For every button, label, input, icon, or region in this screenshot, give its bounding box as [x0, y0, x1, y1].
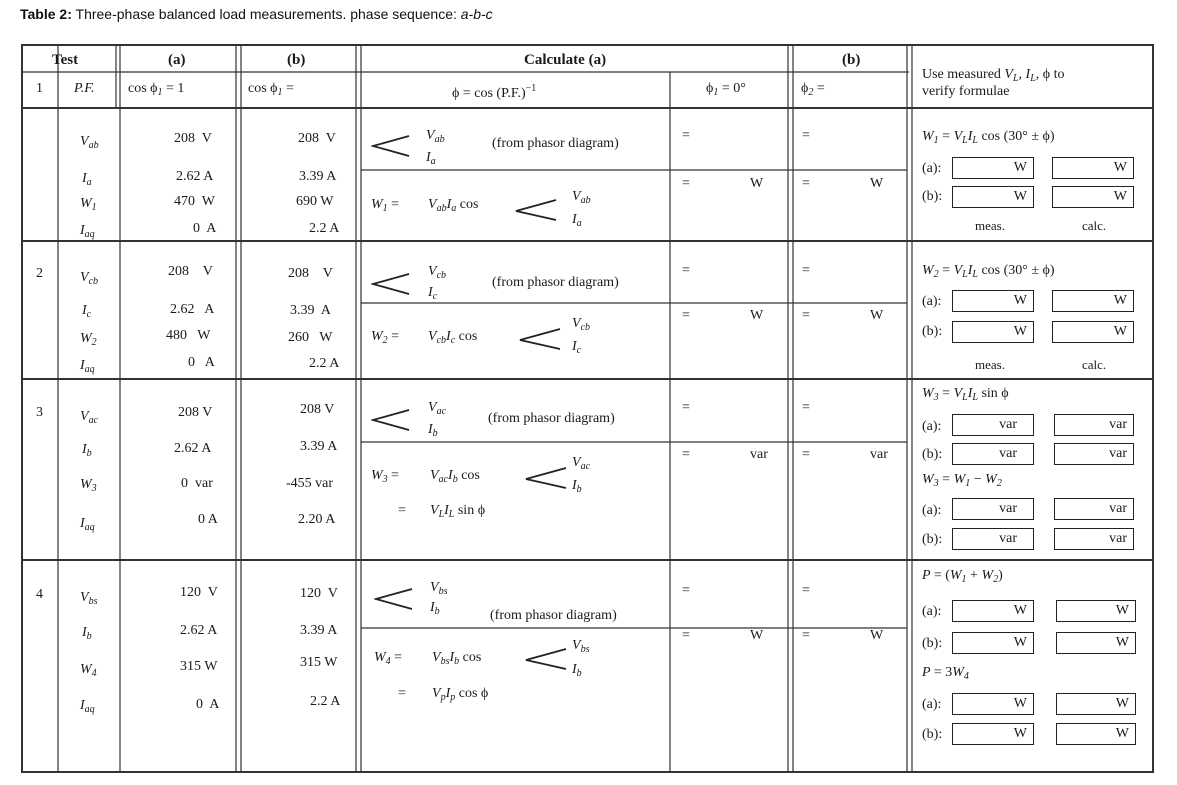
row1-label-iaq: $I_{aq}$ — [80, 223, 95, 240]
verify3-b-label: (b): — [922, 447, 943, 462]
header-phi2: $\phi_2$ = — [801, 81, 825, 98]
verify3c-a-meas[interactable]: var — [952, 498, 1034, 520]
row1-b-w: 690 W — [296, 194, 334, 209]
row1-b-v: 208 V — [298, 131, 336, 146]
row4-a-i: 2.62 A — [180, 623, 218, 638]
caption-text: Three-phase balanced load measurements. phase sequence: — [75, 6, 457, 22]
row1-eq-phi2: = — [802, 128, 810, 143]
row1-w-angle-v: $V_{ab}$ — [572, 189, 591, 206]
cos2-text: cos ϕ — [248, 81, 278, 96]
header-col-b: (b) — [287, 52, 306, 68]
row4-b-w: 315 W — [300, 655, 338, 670]
row3-w-label: $W_3$ = — [371, 468, 400, 485]
row2-b-w: 260 W — [288, 330, 333, 345]
row4-w-cos: $V_pI_p$ cos ϕ — [432, 686, 489, 703]
row1-phasor-i: $I_a$ — [426, 150, 436, 167]
row3-phasor-i: $I_b$ — [428, 422, 438, 439]
row1-a-i: 2.62 A — [176, 169, 214, 184]
header-calc-b: (b) — [842, 52, 861, 68]
row4-w-expr: $V_{bs}I_b$ cos — [432, 650, 482, 667]
row4-a-v: 120 V — [180, 585, 218, 600]
row4-eq-phi1: = — [682, 583, 690, 598]
row4-b-v: 120 V — [300, 586, 338, 601]
verify3-a-label: (a): — [922, 419, 942, 434]
phi2-eq: = — [816, 81, 825, 96]
row4-phasor-v: $V_{bs}$ — [430, 580, 448, 597]
row3-w-angle-v: $V_{ac}$ — [572, 455, 591, 472]
row3-eq-phi1: = — [682, 400, 690, 415]
row1-eq-phi1: = — [682, 128, 690, 143]
row2-eq-phi1: = — [682, 263, 690, 278]
row2-eq-phi2: = — [802, 263, 810, 278]
angle-icon — [518, 327, 562, 351]
row1-b-i: 3.39 A — [299, 169, 337, 184]
verify4c-a-calc[interactable]: W — [1056, 693, 1136, 715]
verify1-a-calc[interactable]: W — [1052, 157, 1134, 179]
row1-eq-w1: = — [682, 176, 690, 191]
verify1-b-calc[interactable]: W — [1052, 186, 1134, 208]
row1-from-phasor: (from phasor diagram) — [492, 136, 619, 151]
row3-phasor-v: $V_{ac}$ — [428, 400, 447, 417]
row3-b-w: -455 var — [286, 476, 334, 491]
row4-b-i: 3.39 A — [300, 623, 338, 638]
row2-a-v: 208 V — [168, 264, 213, 279]
angle-icon — [524, 647, 568, 671]
row2-a-i: 2.62 A — [170, 302, 215, 317]
row2-w-label: $W_2$ = — [371, 329, 400, 346]
row4-phasor-i: $I_b$ — [430, 600, 440, 617]
row3-label-iaq: $I_{aq}$ — [80, 516, 95, 533]
header-verify-1: Use measured $V_L$, $I_L$, ϕ to — [922, 67, 1065, 84]
header-verify-2: verify formulae — [922, 84, 1010, 99]
verify1-a-meas[interactable]: W — [952, 157, 1034, 179]
header-cos1: $\cos \phi_1 = 1$ — [128, 81, 185, 98]
row2-a-iaq: 0 A — [188, 355, 215, 370]
verify3-a-meas[interactable]: var — [952, 414, 1034, 436]
row1-a-iaq: 0 A — [193, 221, 217, 236]
angle-icon — [371, 408, 411, 432]
row2-eq-w2: = — [802, 308, 810, 323]
verify3c-b-meas[interactable]: var — [952, 528, 1034, 550]
row4-unit-w1: W — [750, 628, 764, 643]
verify4-a-label: (a): — [922, 604, 942, 619]
row2-w-expr: $V_{cb}I_c$ cos — [428, 329, 478, 346]
row4-eq-phi2: = — [802, 583, 810, 598]
header-pf: P.F. — [74, 81, 95, 96]
row4-a-w: 315 W — [180, 659, 218, 674]
row2-label-iaq: $I_{aq}$ — [80, 358, 95, 375]
row1-label-w: $W_1$ — [80, 196, 97, 213]
row2-from-phasor: (from phasor diagram) — [492, 275, 619, 290]
row2-label-w: $W_2$ — [80, 331, 97, 348]
row3-b-v: 208 V — [300, 402, 335, 417]
row3-w-expr: $V_{ac}I_b$ cos — [430, 468, 480, 485]
angle-icon — [524, 466, 568, 490]
header-cos2: $\cos \phi_1$ = — [248, 81, 294, 98]
row3-w-eq: = — [398, 503, 406, 518]
row1-unit-w1: W — [750, 176, 764, 191]
row4-w-label: $W_4$ = — [374, 650, 403, 667]
verify4-b-calc[interactable]: W — [1056, 632, 1136, 654]
row3-unit-w2: var — [870, 447, 888, 462]
row4-w-angle-i: $I_b$ — [572, 662, 582, 679]
row4-eq-w1: = — [682, 628, 690, 643]
row4-b-iaq: 2.2 A — [310, 694, 341, 709]
row-4-num: 4 — [36, 587, 43, 602]
header-phi1: $\phi_1 = 0^\circ$ — [706, 81, 746, 98]
row2-a-w: 480 W — [166, 328, 211, 343]
angle-icon — [514, 198, 558, 222]
row3-w-angle-i: $I_b$ — [572, 478, 582, 495]
row2-phasor-v: $V_{cb}$ — [428, 264, 447, 281]
verify3-b-meas[interactable]: var — [952, 443, 1034, 465]
row1-w-angle-i: $I_a$ — [572, 212, 582, 229]
verify4-a-meas[interactable]: W — [952, 600, 1034, 622]
row1-eq-w2: = — [802, 176, 810, 191]
row3-b-i: 3.39 A — [300, 439, 338, 454]
verify4-a-calc[interactable]: W — [1056, 600, 1136, 622]
row1-unit-w2: W — [870, 176, 884, 191]
verify3-a-calc[interactable]: var — [1054, 414, 1134, 436]
phi1-eq: = 0° — [721, 81, 746, 96]
row3-a-v: 208 V — [178, 405, 213, 420]
verify1-b-label: (b): — [922, 189, 943, 204]
verify3-b-calc[interactable]: var — [1054, 443, 1134, 465]
row2-label-i: $I_c$ — [82, 303, 92, 320]
verify2-calc-label: calc. — [1082, 357, 1107, 372]
verify1-meas-label: meas. — [975, 218, 1005, 233]
row2-w-angle-v: $V_{cb}$ — [572, 316, 591, 333]
verify3c-a-label: (a): — [922, 503, 942, 518]
row4-label-i: $I_b$ — [82, 625, 92, 642]
row1-w-expr: $V_{ab}I_a$ cos — [428, 197, 479, 214]
verify2-b-calc[interactable]: W — [1052, 321, 1134, 343]
row1-label-v: $V_{ab}$ — [80, 134, 99, 151]
row3-label-w: $W_3$ — [80, 477, 97, 494]
row3-eq-w2: = — [802, 447, 810, 462]
row4-unit-w2: W — [870, 628, 884, 643]
verify3-formula: $W_3 = V_LI_L$ sin ϕ — [922, 386, 1009, 403]
row2-phasor-i: $I_c$ — [428, 285, 438, 302]
verify4c-b-meas[interactable]: W — [952, 723, 1034, 745]
row4-label-v: $V_{bs}$ — [80, 590, 98, 607]
verify3c-b-label: (b): — [922, 532, 943, 547]
row1-w-label: $W_1$ = — [371, 197, 400, 214]
row4-a-iaq: 0 A — [196, 697, 220, 712]
row4-from-phasor: (from phasor diagram) — [490, 608, 617, 623]
verify4-formula: $P = (W_1 + W_2)$ — [922, 568, 1003, 585]
verify4c-a-meas[interactable]: W — [952, 693, 1034, 715]
header-calc-a: Calculate (a) — [524, 52, 607, 68]
row3-unit-w1: var — [750, 447, 768, 462]
caption-label: Table 2: — [20, 6, 72, 22]
header-row-num: 1 — [36, 81, 43, 96]
row3-label-v: $V_{ac}$ — [80, 409, 99, 426]
cos1-text: cos ϕ — [128, 81, 158, 96]
row1-a-w: 470 W — [174, 194, 215, 209]
phi1-sym: ϕ — [706, 81, 714, 96]
verify1-b-meas[interactable]: W — [952, 186, 1034, 208]
row2-unit-w1: W — [750, 308, 764, 323]
row4-label-w: $W_4$ — [80, 662, 97, 679]
row3-a-w: 0 var — [181, 476, 213, 491]
verify4c-a-label: (a): — [922, 697, 942, 712]
row4-eq-w2: = — [802, 628, 810, 643]
angle-icon — [371, 272, 411, 296]
verify1-a-label: (a): — [922, 161, 942, 176]
verify1-text: Use measured — [922, 67, 1001, 82]
row1-b-iaq: 2.2 A — [309, 221, 340, 236]
row2-label-v: $V_{cb}$ — [80, 270, 99, 287]
verify2-b-meas[interactable]: W — [952, 321, 1034, 343]
phi2-sym: ϕ — [801, 81, 809, 96]
row3-from-phasor: (from phasor diagram) — [488, 411, 615, 426]
header-phi-formula — [452, 81, 536, 102]
row-3-num: 3 — [36, 405, 43, 420]
verify3-formula-b: $W_3 = W_1 - W_2$ — [922, 472, 1002, 489]
row3-w-sin: $V_LI_L$ sin ϕ — [430, 503, 486, 520]
caption-sequence: a-b-c — [460, 6, 493, 22]
verify2-a-label: (a): — [922, 294, 942, 309]
verify1-formula: $W_1 = V_LI_L$ cos (30° ± ϕ) — [922, 129, 1055, 146]
phi-formula-text: ϕ = cos (P.F.) — [452, 86, 526, 101]
verify2-a-meas[interactable]: W — [952, 290, 1034, 312]
verify4-formula-b: $P = 3W_4$ — [922, 665, 969, 682]
verify4c-b-label: (b): — [922, 727, 943, 742]
cos1-eq: = 1 — [166, 81, 185, 96]
row3-eq-w1: = — [682, 447, 690, 462]
row3-a-i: 2.62 A — [174, 441, 212, 456]
row2-unit-w2: W — [870, 308, 884, 323]
verify3c-b-calc[interactable]: var — [1054, 528, 1134, 550]
row3-a-iaq: 0 A — [198, 512, 218, 527]
verify3c-a-calc[interactable]: var — [1054, 498, 1134, 520]
row2-eq-w1: = — [682, 308, 690, 323]
row2-w-angle-i: $I_c$ — [572, 339, 582, 356]
phi-formula-exp: −1 — [525, 83, 537, 94]
row4-w-eq: = — [398, 686, 406, 701]
row1-a-v: 208 V — [174, 131, 212, 146]
verify2-a-calc[interactable]: W — [1052, 290, 1134, 312]
row4-label-iaq: $I_{aq}$ — [80, 698, 95, 715]
row2-b-v: 208 V — [288, 266, 333, 281]
verify2-meas-label: meas. — [975, 357, 1005, 372]
verify4-b-label: (b): — [922, 636, 943, 651]
verify1-calc-label: calc. — [1082, 218, 1107, 233]
header-col-a: (a) — [168, 52, 186, 68]
verify2-b-label: (b): — [922, 324, 943, 339]
angle-icon — [371, 134, 411, 158]
verify2-formula: $W_2 = V_LI_L$ cos (30° ± ϕ) — [922, 263, 1055, 280]
verify-tail: to — [1053, 67, 1065, 82]
header-test: Test — [52, 52, 79, 68]
row1-phasor-v: $V_{ab}$ — [426, 128, 445, 145]
row2-b-iaq: 2.2 A — [309, 356, 340, 371]
row3-b-iaq: 2.20 A — [298, 512, 336, 527]
verify4-b-meas[interactable]: W — [952, 632, 1034, 654]
angle-icon — [374, 587, 414, 611]
row3-label-i: $I_b$ — [82, 442, 92, 459]
row2-b-i: 3.39 A — [290, 303, 331, 318]
row-2-num: 2 — [36, 266, 43, 281]
row1-label-i: $I_a$ — [82, 171, 92, 188]
row3-eq-phi2: = — [802, 400, 810, 415]
row4-w-angle-v: $V_{bs}$ — [572, 638, 590, 655]
cos2-eq: = — [286, 81, 294, 96]
verify4c-b-calc[interactable]: W — [1056, 723, 1136, 745]
